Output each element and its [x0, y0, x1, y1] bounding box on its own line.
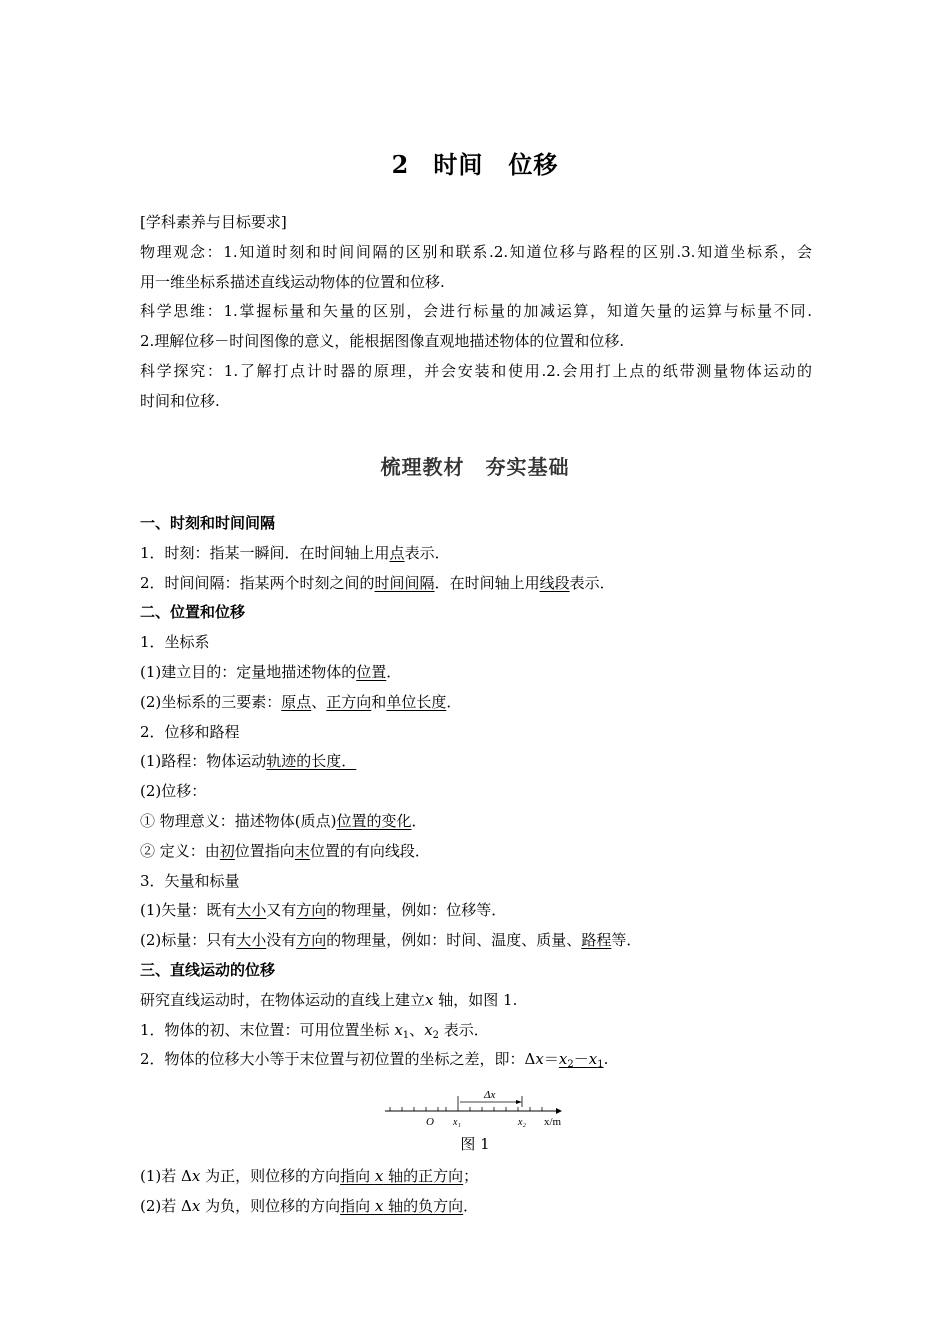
line-vec: 3．矢量和标量	[140, 871, 240, 890]
goals-line: 科学探究：1.了解打点计时器的原理，并会安装和使用.2.会用打上点的纸带测量物体运动的	[140, 361, 812, 380]
line-scalar: (2)标量：只有大小没有方向的物理量，例如：时间、温度、质量、路程等．	[140, 931, 642, 950]
line-definition: ② 定义：由初位置指向末位置的有向线段．	[140, 841, 430, 860]
delta-label: Δx	[484, 1089, 496, 1101]
goals-heading: [学科素养与目标要求]	[140, 213, 287, 231]
line-difference: 2．物体的位移大小等于末位置与初位置的坐标之差，即：$\Delta x=x_2-x_1$.	[140, 1050, 609, 1071]
axis-arrow	[556, 1108, 562, 1114]
line-positions: 1．物体的初、末位置：可用位置坐标 $x_1$、$x_2$ 表示．	[140, 1020, 489, 1041]
origin-label: O	[426, 1116, 434, 1128]
axis-ticks	[390, 1107, 542, 1111]
content-block	[140, 509, 812, 1075]
line-disp: (2)位移：	[140, 782, 207, 801]
axis-label: x/m	[544, 1116, 562, 1128]
x1-label: x₁	[453, 1117, 461, 1128]
figure-caption: 图 1	[460, 1135, 490, 1153]
section-title: 梳理教材 夯实基础	[380, 455, 570, 479]
goals-line: 科学思维：1.掌握标量和矢量的区别，会进行标量的加减运算，知道矢量的运算与标量不同.	[140, 302, 812, 321]
direction-block	[140, 1162, 812, 1222]
line-negative: (2)若 Δx 为负，则位移的方向指向 x 轴的负方向．	[140, 1196, 479, 1215]
delta-arrowhead	[516, 1100, 522, 1104]
line-meaning: ① 物理意义：描述物体(质点)位置的变化．	[140, 811, 427, 830]
heading-part1: 一、时刻和时间间隔	[140, 514, 276, 532]
line-positive: (1)若 Δx 为正，则位移的方向指向 x 轴的正方向；	[140, 1167, 479, 1185]
x2-label: x₂	[518, 1117, 526, 1128]
goals-line: 时间和位移.	[140, 391, 220, 410]
line-interval: 2．时间间隔：指某两个时刻之间的时间间隔．在时间轴上用线段表示．	[140, 573, 615, 592]
heading-part3: 三、直线运动的位移	[140, 960, 276, 979]
line-disp-path: 2．位移和路程	[140, 722, 240, 741]
line-purpose: (1)建立目的：定量地描述物体的位置．	[140, 662, 402, 681]
goals-line: 物理观念：1.知道时刻和时间间隔的区别和联系.2.知道位移与路程的区别.3.知道坐标系，会	[140, 242, 812, 261]
line-vector: (1)矢量：既有大小又有方向的物理量，例如：位移等．	[140, 901, 507, 920]
line-moment: 1．时刻：指某一瞬间．在时间轴上用点表示．	[140, 543, 450, 562]
line-coord: 1．坐标系	[140, 633, 210, 652]
goals-block	[140, 208, 812, 417]
goals-line: 用一维坐标系描述直线运动物体的位置和位移.	[140, 272, 445, 291]
heading-part2: 二、位置和位移	[140, 603, 246, 622]
line-elements: (2)坐标系的三要素：原点、正方向和单位长度．	[140, 692, 462, 711]
line-path: (1)路程：物体运动轨迹的长度．	[140, 752, 357, 771]
page-title: 2 时间 位移	[391, 150, 559, 179]
figure-axis	[380, 1084, 570, 1134]
line-intro: 研究直线运动时，在物体运动的直线上建立x 轴，如图 1.	[140, 990, 518, 1009]
goals-line: 2.理解位移－时间图像的意义，能根据图像直观地描述物体的位置和位移.	[140, 332, 625, 351]
